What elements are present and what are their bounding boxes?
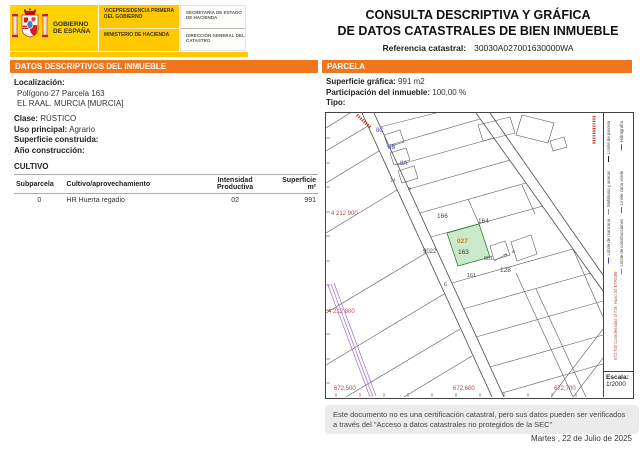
cadastral-reference <box>322 43 634 53</box>
gov-dept-ministerio: MINISTERIO DE HACIENDA <box>99 28 179 52</box>
map-label-polygon-027: 027 <box>457 238 468 245</box>
localizacion-line1: Polígono 27 Parcela 163 <box>17 88 105 98</box>
map-label-a2: a <box>512 249 515 255</box>
cell-intensidad: 02 <box>231 197 239 204</box>
gov-header-yellow-strip <box>10 52 248 57</box>
gov-sub-departments <box>180 5 246 51</box>
map-label-163: 163 <box>458 249 469 256</box>
cadastral-reference-label: Referencia catastral: <box>382 43 467 53</box>
uso-value: Agrario <box>69 124 95 134</box>
clase-value: RÚSTICO <box>40 114 77 123</box>
localizacion-block <box>14 78 314 110</box>
scale-box <box>604 371 634 398</box>
map-label-8b: 8B <box>388 145 396 151</box>
section-datos-descriptivos: DATOS DESCRIPTIVOS DEL INMUEBLE <box>10 60 318 73</box>
coord-y-4212800: 4 212 800 <box>328 309 355 315</box>
gov-header <box>10 5 248 51</box>
map-label-a1: a <box>408 186 411 192</box>
scale-value: 1/2000 <box>606 381 626 388</box>
map-label-128: 128 <box>500 267 511 274</box>
map-label-164: 164 <box>478 218 489 225</box>
gov-org-name: GOBIERNO DE ESPAÑA <box>53 20 91 35</box>
cell-superficie: 991 <box>304 197 316 204</box>
map-label-601: 601 <box>484 256 494 262</box>
uso-label: Uso principal: <box>14 124 68 134</box>
map-label-161: 161 <box>467 273 477 279</box>
map-label-6: 6 <box>444 282 447 288</box>
legend-mobiliario: Mobiliario y aceras <box>606 171 611 216</box>
parcela-attributes <box>326 77 626 109</box>
hatched-marker <box>357 115 594 144</box>
cultivo-table <box>14 174 318 207</box>
legend-line-sample <box>609 209 610 215</box>
canal-lines <box>328 283 376 397</box>
inmueble-attributes <box>14 114 314 156</box>
clase-label: Clase: <box>14 114 39 123</box>
localizacion-line2: EL RAAL. MURCIA [MURCIA] <box>17 99 124 108</box>
gov-sub-secretaria: SECRETARÍA DE ESTADO DE HACIENDA <box>186 10 242 20</box>
superficie-construida-label: Superficie construida: <box>14 135 99 144</box>
cell-subparcela: 0 <box>37 197 42 204</box>
legend-hidrografia: Hidrografía <box>619 121 624 151</box>
coord-x-672600: 672,600 <box>453 386 475 392</box>
annotation-arrow <box>494 254 507 261</box>
cadastral-map-drawing <box>326 113 603 397</box>
spain-coat-of-arms-icon <box>10 7 50 50</box>
participacion-label: Participación del inmueble: <box>326 87 431 97</box>
cultivo-title: CULTIVO <box>14 162 49 171</box>
legend-line-sample <box>609 258 610 264</box>
gov-departments <box>99 5 179 51</box>
col-superficie: Superficie m² <box>270 175 318 194</box>
doc-title-line2: DE DATOS CATASTRALES DE BIEN INMUEBLE <box>337 24 619 38</box>
legend-line-sample <box>622 207 623 213</box>
map-label-166: 166 <box>437 213 448 220</box>
cultivo-header-row <box>14 175 318 194</box>
map-label-14: 14 <box>390 178 396 184</box>
section-parcela: PARCELA <box>322 60 632 73</box>
map-label-9022: 9022 <box>423 249 437 255</box>
gov-dept-vicepresidencia: VICEPRESIDENCIA PRIMERA DEL GOBIERNO <box>104 8 174 20</box>
coord-x-672700: 672,700 <box>554 386 576 392</box>
col-subparcela: Subparcela <box>14 175 65 194</box>
localizacion-label: Localización: <box>14 78 65 87</box>
legend-construcciones: Límite de construcciones <box>619 219 624 276</box>
cadastral-reference-value: 30030A027001630000WA <box>474 43 574 53</box>
tipo-label: Tipo: <box>326 98 346 107</box>
legend-line-sample <box>622 144 623 150</box>
col-intensidad: Intensidad Productiva <box>201 175 270 194</box>
map-legend <box>603 113 633 397</box>
superficie-grafica-value: 991 m2 <box>398 77 425 86</box>
anio-construccion-label: Año construcción: <box>14 145 85 155</box>
superficie-grafica-label: Superficie gráfica: <box>326 77 396 86</box>
cadastral-map <box>325 112 634 399</box>
coord-y-4212900: 4 212 900 <box>331 211 358 217</box>
cell-cultivo: HR Huerta regadio <box>66 197 125 204</box>
participacion-value: 100,00 % <box>432 87 467 97</box>
utm-reference-note: 672.700 Coordenadas U.T.M. Huso 30 ETRS89 <box>613 271 618 360</box>
coord-x-672500: 672,500 <box>334 386 356 392</box>
scale-label: Escala: <box>606 374 629 381</box>
col-cultivo: Cultivo/aprovechamiento <box>65 175 201 194</box>
disclaimer-box: Este documento no es una certificación catastral, pero sus datos pueden ser verificados a través del "Acceso a datos catastrales no protegidos de la SEC" <box>325 405 639 434</box>
legend-zona-verde: Límite zona verde <box>619 171 624 214</box>
legend-line-sample <box>609 156 610 162</box>
legend-limite-parcela: Límite de parcela <box>606 121 611 163</box>
document-date: Martes , 22 de Julio de 2025 <box>531 434 632 443</box>
cultivo-row <box>14 194 318 208</box>
gov-logo-cell <box>10 5 98 51</box>
legend-line-sample <box>622 269 623 275</box>
gov-sub-catastro: DIRECCIÓN GENERAL DEL CATASTRO <box>181 28 245 51</box>
map-label-8c: 8C <box>376 128 384 134</box>
map-label-8a: 8A <box>400 161 408 167</box>
doc-title-line1: CONSULTA DESCRIPTIVA Y GRÁFICA <box>365 8 591 22</box>
legend-limite-manzana: Límite de manzana <box>606 219 611 265</box>
